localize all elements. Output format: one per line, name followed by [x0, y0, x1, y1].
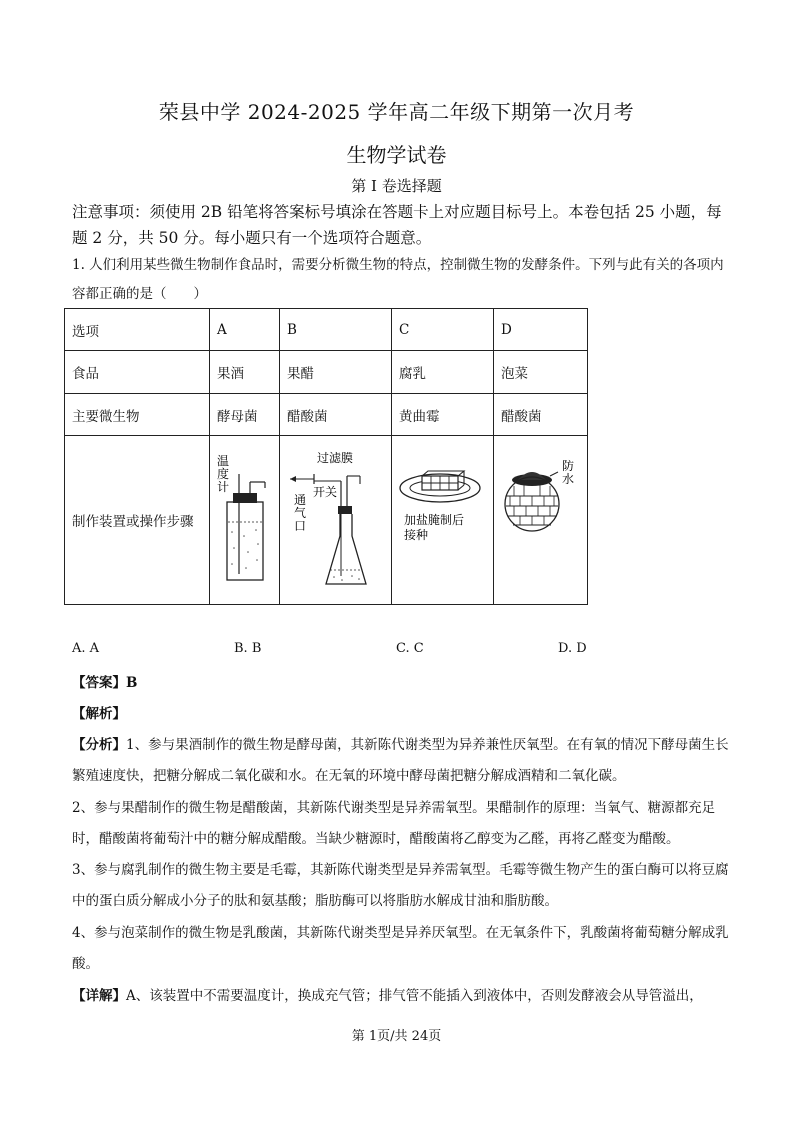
- choice-d: D. D: [558, 641, 587, 656]
- answer-line: [72, 668, 732, 699]
- salting-caption-1: 加盐腌制后: [404, 513, 465, 527]
- table-row: [65, 394, 588, 436]
- fermentation-bottle-figure: [210, 436, 278, 600]
- options-table: [64, 308, 588, 605]
- thermometer-label: [217, 454, 233, 494]
- waterproof-label-2: 水: [562, 472, 575, 486]
- thermometer-label-3: 计: [217, 480, 230, 494]
- table-cell: 果醋: [280, 351, 392, 394]
- table-cell: 泡菜: [494, 351, 588, 394]
- switch-label: 开关: [313, 485, 338, 499]
- air-inlet-label-3: 口: [294, 519, 307, 533]
- table-cell: 食品: [65, 351, 210, 394]
- figure-a-cell: [210, 436, 280, 605]
- air-inlet-label-1: 通: [294, 493, 307, 507]
- waterproof-label-1: 防: [562, 459, 575, 473]
- analysis-label: 【解析】: [72, 706, 126, 722]
- answer-label: 【答案】B: [72, 675, 138, 691]
- table-header-row: [65, 309, 588, 351]
- table-cell: 主要微生物: [65, 394, 210, 436]
- analysis-paragraph-3: 3、参与腐乳制作的微生物主要是毛霉，其新陈代谢类型是异养需氧型。毛霉等微生物产生的蛋白酶可以将豆腐中的蛋白质分解成小分子的肽和氨基酸；脂肪酶可以将脂肪水解成甘油和脂肪酸。: [72, 862, 729, 909]
- choice-c: C. C: [396, 641, 424, 656]
- air-inlet-label-2: 气: [294, 506, 307, 520]
- table-cell: 黄曲霉: [392, 394, 494, 436]
- table-row: [65, 436, 588, 605]
- air-inlet-label: [294, 493, 310, 533]
- table-cell: C: [392, 309, 494, 351]
- detail-tag: 【详解】: [72, 988, 126, 1004]
- section-title: 第 I 卷选择题: [351, 177, 442, 195]
- analysis-heading: [72, 699, 732, 730]
- waterproof-label: [562, 459, 578, 486]
- filter-membrane-label: 过滤膜: [317, 451, 354, 465]
- question-stem: 1. 人们利用某些微生物制作食品时，需要分析微生物的特点，控制微生物的发酵条件。下列与此有关的各项内容都正确的是（ ）: [72, 257, 724, 302]
- table-cell: B: [280, 309, 392, 351]
- table-cell: 醋酸菌: [494, 394, 588, 436]
- tofu-plate-figure: [392, 436, 492, 600]
- notice-text: 注意事项：须使用 2B 铅笔将答案标号填涂在答题卡上对应题目标号上。本卷包括 25 小题，每题 2 分，共 50 分。每小题只有一个选项符合题意。: [72, 203, 722, 247]
- figure-d-cell: [494, 436, 588, 605]
- detail-text: A、该装置中不需要温度计，换成充气管；排气管不能插入到液体中，否则发酵液会从导管溢出，: [126, 988, 703, 1004]
- exam-subtitle: 生物学试卷: [346, 143, 447, 167]
- analysis-paragraph-2: 2、参与果醋制作的微生物是醋酸菌，其新陈代谢类型是异养需氧型。果醋制作的原理：当氧气、糖源都充足时，醋酸菌将葡萄汁中的糖分解成醋酸。当缺少糖源时，醋酸菌将乙醇变为乙醛，再将乙醛变为醋酸。: [72, 800, 716, 847]
- pickle-jar-figure: [494, 436, 586, 600]
- figure-b-cell: [280, 436, 392, 605]
- table-cell: D: [494, 309, 588, 351]
- analysis-tag: 【分析】: [72, 737, 126, 753]
- exam-title: 荣县中学 2024-2025 学年高二年级下期第一次月考: [158, 100, 635, 124]
- table-cell: 选项: [65, 309, 210, 351]
- analysis-paragraph-1: [72, 730, 732, 792]
- detail-paragraph: [72, 981, 732, 1012]
- table-cell: 制作装置或操作步骤: [65, 436, 210, 605]
- salting-caption-2: 接种: [404, 528, 429, 542]
- table-cell: 果酒: [210, 351, 280, 394]
- table-cell: 酵母菌: [210, 394, 280, 436]
- table-cell: 腐乳: [392, 351, 494, 394]
- analysis-text-1: 1、参与果酒制作的微生物是酵母菌，其新陈代谢类型为异养兼性厌氧型。在有氧的情况下酵母菌生长繁殖速度快，把糖分解成二氧化碳和水。在无氧的环境中酵母菌把糖分解成酒精和二氧化碳。: [72, 737, 729, 784]
- table-row: [65, 351, 588, 394]
- table-cell: A: [210, 309, 280, 351]
- choice-a: A. A: [72, 641, 100, 656]
- thermometer-label-1: 温: [217, 454, 230, 468]
- thermometer-label-2: 度: [217, 467, 230, 481]
- choice-b: B. B: [234, 641, 262, 656]
- analysis-paragraph-4: 4、参与泡菜制作的微生物是乳酸菌，其新陈代谢类型是异养厌氧型。在无氧条件下，乳酸菌将葡萄糖分解成乳酸。: [72, 925, 729, 972]
- table-cell: 醋酸菌: [280, 394, 392, 436]
- acetic-flask-figure: [280, 436, 390, 600]
- figure-c-cell: [392, 436, 494, 605]
- page-footer: 第 1页/共 24页: [351, 1029, 442, 1044]
